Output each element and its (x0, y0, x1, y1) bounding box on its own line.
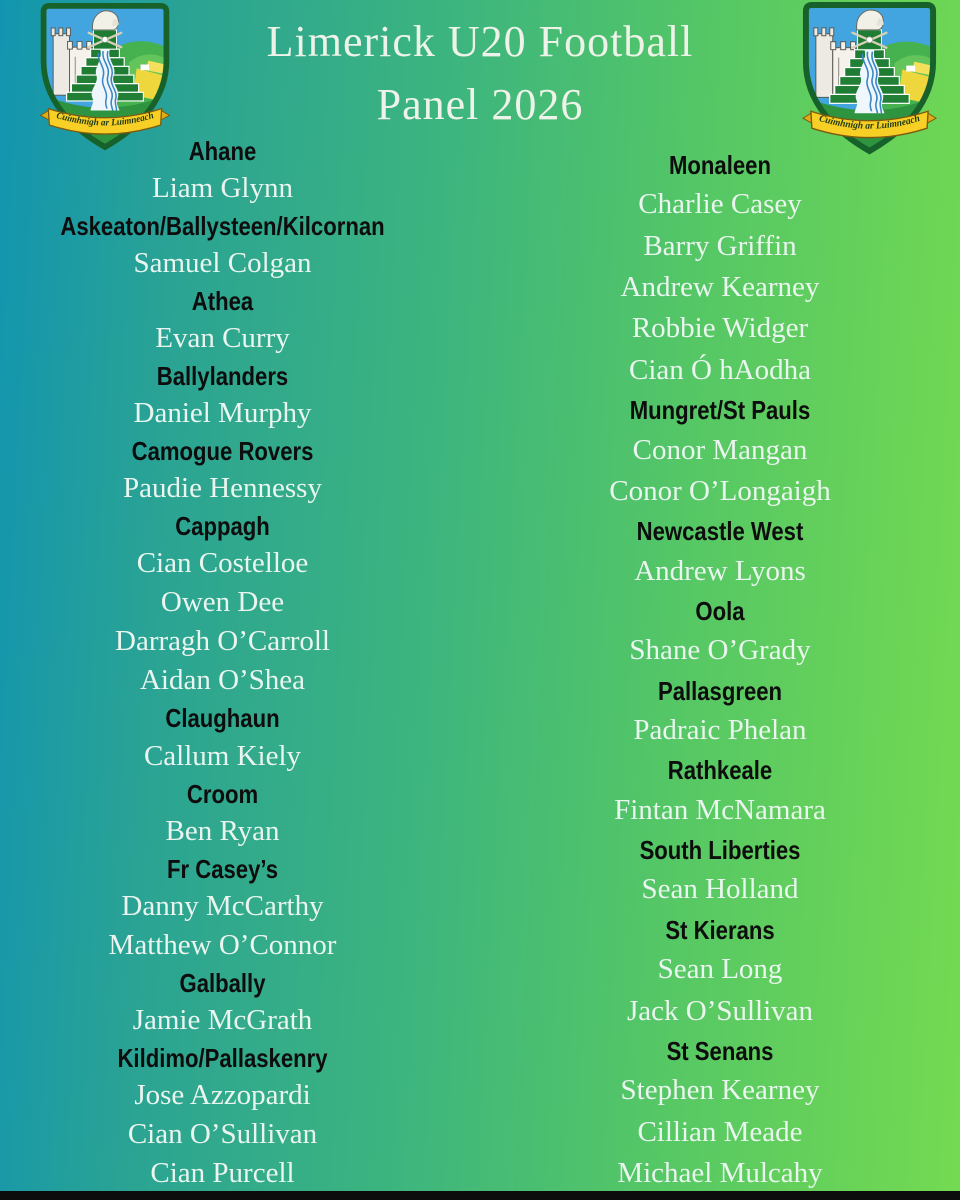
club-header: Newcastle West (636, 516, 804, 547)
player-name: Evan Curry (155, 322, 290, 355)
club-header: St Kierans (665, 914, 775, 945)
club-header: Pallasgreen (657, 675, 783, 706)
club-header: Claughaun (165, 703, 280, 734)
player-name: Michael Mulcahy (617, 1156, 823, 1189)
player-name: Aidan O’Shea (139, 664, 306, 697)
club-header: Askeaton/Ballysteen/Kilcornan (60, 211, 385, 242)
club-header: Rathkeale (667, 755, 773, 786)
player-name: Cian Purcell (150, 1156, 295, 1189)
player-name: Ben Ryan (165, 814, 280, 847)
player-name: Conor Mangan (632, 433, 808, 466)
club-header: Ballylanders (156, 361, 289, 392)
club-header: Kildimo/Pallaskenry (117, 1042, 328, 1073)
player-name: Danny McCarthy (121, 889, 324, 922)
player-name: Charlie Casey (638, 188, 802, 221)
player-name: Sean Long (657, 953, 783, 986)
player-name: Padraic Phelan (633, 714, 807, 747)
player-name: Cian O’Sullivan (127, 1117, 318, 1150)
player-name: Cian Costelloe (136, 547, 309, 580)
player-name: Cillian Meade (637, 1115, 803, 1148)
player-name: Robbie Widger (631, 312, 809, 345)
player-name: Cian Ó hAodha (628, 353, 812, 386)
player-name: Samuel Colgan (133, 247, 312, 280)
player-name: Andrew Lyons (634, 554, 806, 587)
player-name: Matthew O’Connor (108, 928, 337, 961)
player-name: Barry Griffin (643, 229, 797, 262)
player-name: Jose Azzopardi (134, 1078, 311, 1111)
club-header: Croom (186, 778, 259, 809)
player-name: Fintan McNamara (614, 793, 826, 826)
club-header: Athea (191, 286, 254, 317)
player-name: Liam Glynn (152, 172, 293, 205)
player-name: Jack O’Sullivan (626, 994, 814, 1027)
player-name: Owen Dee (160, 586, 285, 619)
player-name: Jamie McGrath (132, 1003, 313, 1036)
club-header: Camogue Rovers (131, 436, 314, 467)
player-name: Callum Kiely (143, 739, 302, 772)
player-name: Stephen Kearney (620, 1074, 820, 1107)
club-header: St Senans (666, 1035, 774, 1066)
roster-column-right (495, 152, 945, 1188)
bottom-black-bar (0, 1191, 960, 1200)
club-header: Mungret/St Pauls (629, 395, 811, 426)
title-line-1: Limerick U20 Football (266, 17, 694, 66)
player-name: Daniel Murphy (133, 397, 312, 430)
club-header: Monaleen (669, 150, 771, 180)
title-line-2: Panel 2026 (376, 80, 584, 129)
club-header: Ahane (188, 136, 257, 166)
club-header: South Liberties (639, 835, 801, 866)
player-name: Paudie Hennessy (123, 472, 322, 505)
club-header: Fr Casey’s (167, 853, 278, 884)
player-name: Shane O’Grady (629, 634, 811, 667)
page-title (0, 10, 960, 136)
club-header: Oola (695, 595, 745, 626)
roster-column-left (0, 138, 445, 1188)
player-name: Sean Holland (641, 873, 799, 906)
player-name: Andrew Kearney (620, 271, 820, 304)
player-name: Conor O’Longaigh (609, 474, 831, 507)
player-name: Darragh O’Carroll (115, 625, 330, 658)
club-header: Cappagh (175, 511, 270, 542)
club-header: Galbally (179, 967, 266, 998)
